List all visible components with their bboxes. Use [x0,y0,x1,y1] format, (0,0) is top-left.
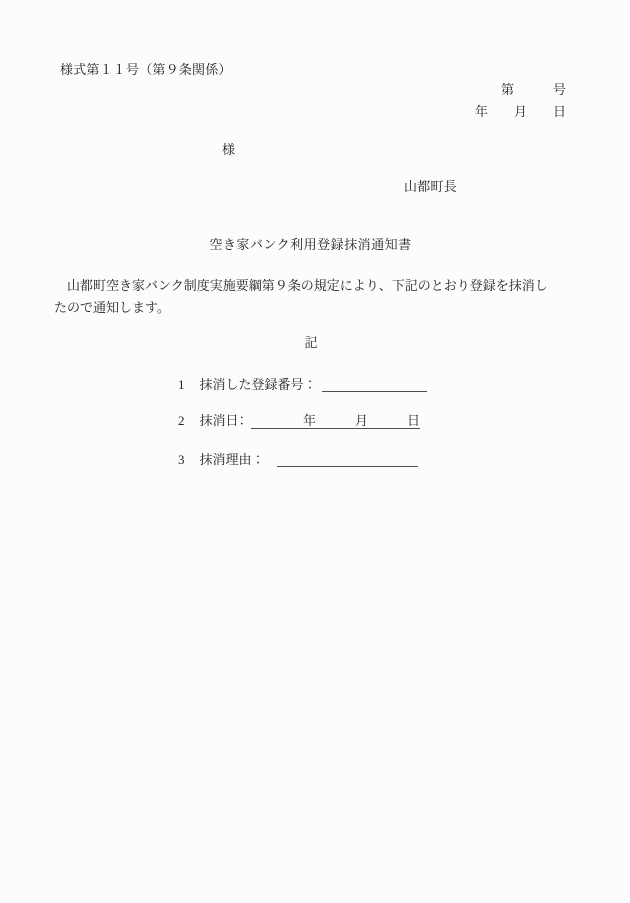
list-marker: 記 [304,335,318,350]
item-deleted-registration-number [178,375,427,394]
registration-number-blank-field [322,375,427,392]
document-title: 空き家バンク利用登録抹消通知書 [209,237,412,252]
item-3-number: 3 [178,452,185,467]
item-3-label: 抹消理由： [199,452,265,467]
item-deletion-reason [178,450,418,469]
body-paragraph-line1: 山都町空き家バンク制度実施要綱第９条の規定により、下記のとおり登録を抹消し [54,278,548,293]
item-deletion-date [178,412,420,430]
sender-name: 山都町長 [404,179,457,194]
document-number-line: 第 号 [500,82,566,97]
item-1-label: 抹消した登録番号： [199,377,317,392]
item-1-number: 1 [178,377,185,392]
body-paragraph [54,275,570,319]
deletion-reason-blank-field [277,450,418,467]
item-2-label: 抹消日： [199,413,246,428]
form-number: 様式第１１号（第９条関係） [60,62,232,77]
recipient-honorific: 様 [222,142,236,157]
body-paragraph-line2: たので通知します。 [54,300,170,315]
deletion-date-blank-field: 年 月 日 [251,413,421,428]
item-2-number: 2 [178,413,185,428]
issue-date-line: 年 月 日 [474,104,566,119]
